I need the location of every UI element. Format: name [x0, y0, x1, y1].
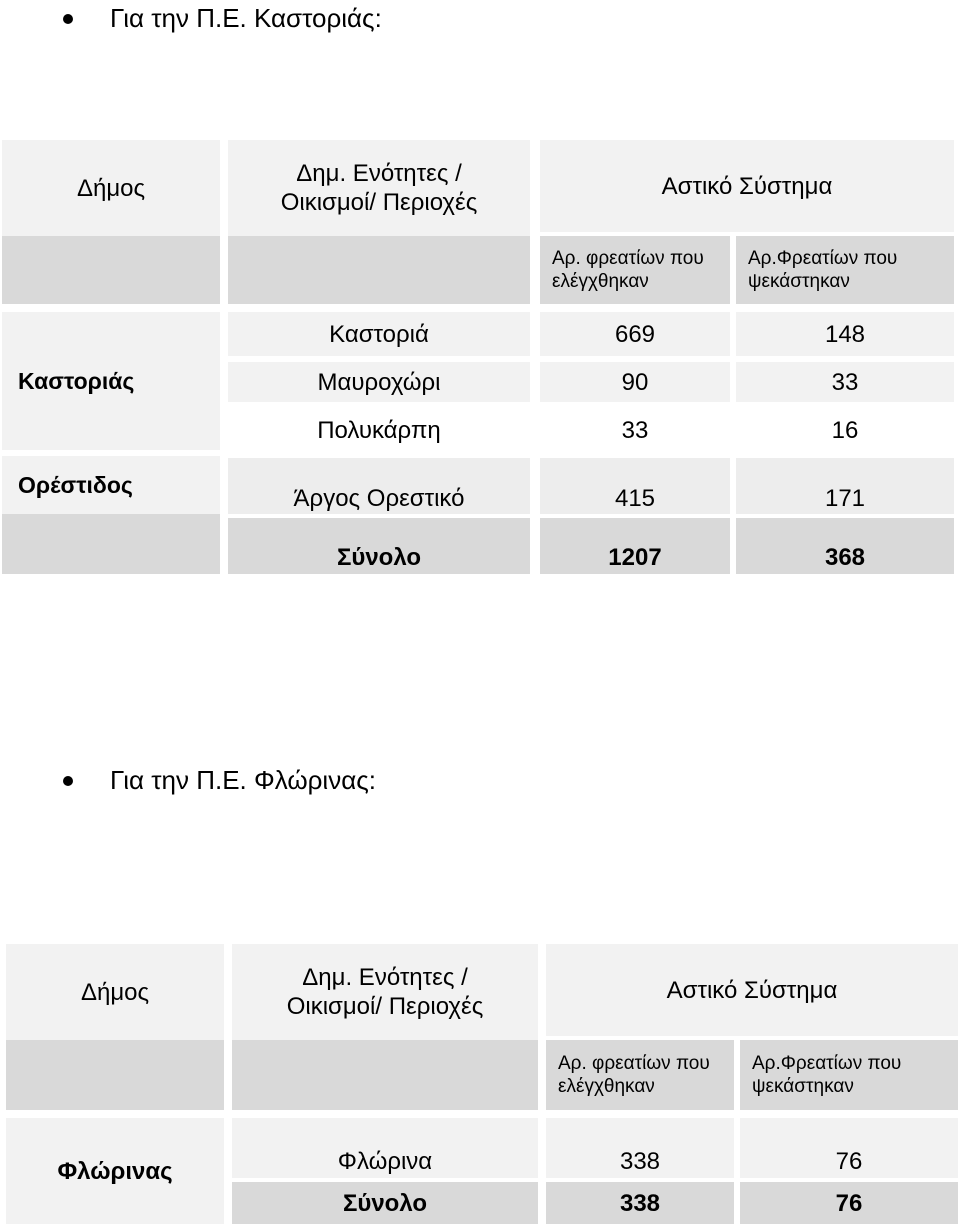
header-spacer-left: [6, 1040, 224, 1110]
row-sprayed: 76: [740, 1118, 958, 1178]
row-sprayed: 16: [736, 408, 954, 452]
group-kastorias: Καστοριάς: [2, 312, 220, 450]
header-spacer-mid: [228, 236, 530, 304]
row-sprayed: 171: [736, 458, 954, 514]
header-urban-system: Αστικό Σύστημα: [546, 944, 958, 1036]
row-checked: 90: [540, 362, 730, 402]
row-name: Φλώρινα: [232, 1118, 538, 1178]
row-checked: 338: [546, 1118, 734, 1178]
header-spacer-left: [2, 236, 220, 304]
total-label: Σύνολο: [232, 1182, 538, 1224]
total-sprayed: 368: [736, 518, 954, 574]
row-name: Μαυροχώρι: [228, 362, 530, 402]
group-spacer: [2, 514, 220, 574]
header-enotites: Δημ. Ενότητες / Οικισμοί/ Περιοχές: [228, 140, 530, 236]
row-sprayed: 33: [736, 362, 954, 402]
header-enotites: Δημ. Ενότητες / Οικισμοί/ Περιοχές: [232, 944, 538, 1040]
header-urban-system: Αστικό Σύστημα: [540, 140, 954, 232]
total-checked: 1207: [540, 518, 730, 574]
bullet-icon: [63, 14, 73, 24]
group-florinas: Φλώρινας: [6, 1118, 224, 1224]
bullet-icon: [63, 776, 73, 786]
total-label: Σύνολο: [228, 518, 530, 574]
row-checked: 415: [540, 458, 730, 514]
header-wells-sprayed: Αρ.Φρεατίων που ψεκάστηκαν: [736, 236, 954, 304]
total-checked: 338: [546, 1182, 734, 1224]
header-spacer-mid: [232, 1040, 538, 1110]
group-orestidos: Ορέστιδος: [2, 456, 220, 514]
row-sprayed: 148: [736, 312, 954, 356]
header-wells-sprayed: Αρ.Φρεατίων που ψεκάστηκαν: [740, 1040, 958, 1110]
total-sprayed: 76: [740, 1182, 958, 1224]
row-checked: 33: [540, 408, 730, 452]
header-dimos: Δήμος: [6, 944, 224, 1040]
header-wells-checked: Αρ. φρεατίων που ελέγχθηκαν: [546, 1040, 734, 1110]
row-name: Πολυκάρπη: [228, 408, 530, 452]
row-checked: 669: [540, 312, 730, 356]
header-wells-checked: Αρ. φρεατίων που ελέγχθηκαν: [540, 236, 730, 304]
row-name: Καστοριά: [228, 312, 530, 356]
header-dimos: Δήμος: [2, 140, 220, 236]
row-name: Άργος Ορεστικό: [228, 458, 530, 514]
section-title: Για την Π.Ε. Φλώρινας:: [110, 765, 376, 795]
section-title: Για την Π.Ε. Καστοριάς:: [110, 3, 382, 33]
